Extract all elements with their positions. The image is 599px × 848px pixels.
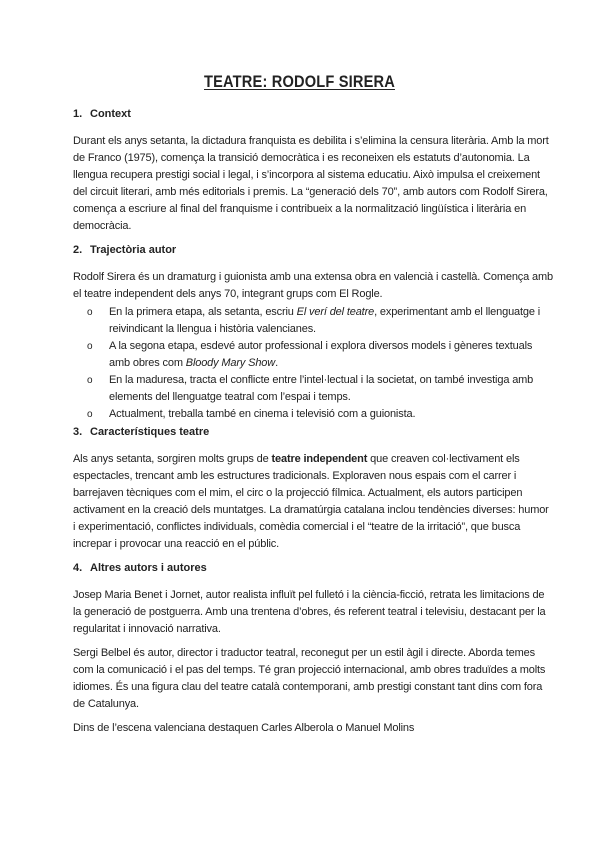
section-heading — [73, 242, 553, 259]
bullet-list — [73, 304, 553, 423]
document-body — [73, 106, 553, 744]
section-heading — [73, 424, 553, 441]
section-heading — [73, 106, 553, 123]
work-title: El verí del teatre — [296, 306, 375, 318]
section-title: Característiques teatre — [90, 426, 210, 438]
section-number: 1. — [73, 108, 83, 120]
bullet-marker: o — [87, 341, 93, 352]
section-caracteristiques — [73, 424, 553, 553]
section-trajectoria — [73, 242, 553, 423]
section-title: Trajectòria autor — [90, 244, 177, 256]
work-title: Bloody Mary Show — [185, 357, 276, 369]
list-item: o En la maduresa, tracta el conflicte entre l’intel·lectual i la societat, on també investiga amb elements del llenguatge teatral com l’espai i temps. — [87, 374, 534, 403]
highlight-text: teatre independent — [271, 453, 368, 465]
paragraph: Josep Maria Benet i Jornet, autor realista influït pel fulletó i la ciència-ficció, retrata les limitacions de la generació de postguerra. Amb una trentena d’obres, és referent teatral i televisiu, destacant per la regularitat i innovació narrativa. — [73, 589, 546, 635]
section-heading — [73, 560, 553, 577]
section-title: Altres autors i autores — [90, 562, 207, 574]
list-item: o A la segona etapa, esdevé autor professional i explora diversos models i gèneres textuals amb obres com Bloody Mary Show. — [87, 340, 533, 369]
paragraph: Sergi Belbel és autor, director i traductor teatral, reconegut per un estil àgil i directe. Aborda temes com la comunicació i el pas del temps. Té gran projecció internacional, amb obres traduïdes a molts idiomes. És una figura clau del teatre català contemporani, amb prestigi constant tant dins com fora de Catalunya. — [73, 647, 546, 710]
bullet-marker: o — [87, 375, 93, 386]
section-altres-autors — [73, 560, 553, 737]
section-number: 4. — [73, 562, 83, 574]
paragraph: Dins de l’escena valenciana destaquen Carles Alberola o Manuel Molins — [73, 722, 415, 734]
section-number: 2. — [73, 244, 83, 256]
section-title: Context — [90, 108, 131, 120]
section-number: 3. — [73, 426, 83, 438]
paragraph: Rodolf Sirera és un dramaturg i guionista amb una extensa obra en valencià i castellà. Comença amb el teatre independent dels anys 70, integrant grups com El Rogle. — [73, 271, 553, 300]
paragraph: Als anys setanta, sorgiren molts grups de teatre independent que creaven col·lectivament els espectacles, trencant amb les estructures tradicionals. Exploraven nous espais com el carrer i barrejaven tècniques com el mim, el circ o la projecció fílmica. Actualment, els autors participen activament en la creació dels muntatges. La dramatúrgia catalana inclou tendències diverses: humor i experimentació, conflictes individuals, comèdia comercial i el “teatre de la irritació”, que busca increpar i provocar una reacció en el públic. — [73, 453, 549, 550]
section-context — [73, 106, 553, 235]
bullet-marker: o — [87, 307, 93, 318]
list-item: o Actualment, treballa també en cinema i televisió com a guionista. — [103, 406, 553, 423]
bullet-marker: o — [87, 409, 93, 420]
document-title: TEATRE: RODOLF SIRERA — [204, 72, 395, 91]
paragraph: Durant els anys setanta, la dictadura franquista es debilita i s’elimina la censura literària. Amb la mort de Franco (1975), comença la transició democràtica i es reconeixen els estatuts d’autonomia. La llengua recupera prestigi social i legal, i s’incorpora al sistema educatiu. Això impulsa el creixement del circuit literari, amb més editorials i premis. La “generació dels 70”, amb autors com Rodolf Sirera, comença a escriure al final del franquisme i contribueix a la normalització lingüística i literària en democràcia. — [73, 135, 549, 232]
list-item: o En la primera etapa, als setanta, escriu El verí del teatre, experimentant amb el llenguatge i reivindicant la llengua i història valencianes. — [87, 306, 541, 335]
